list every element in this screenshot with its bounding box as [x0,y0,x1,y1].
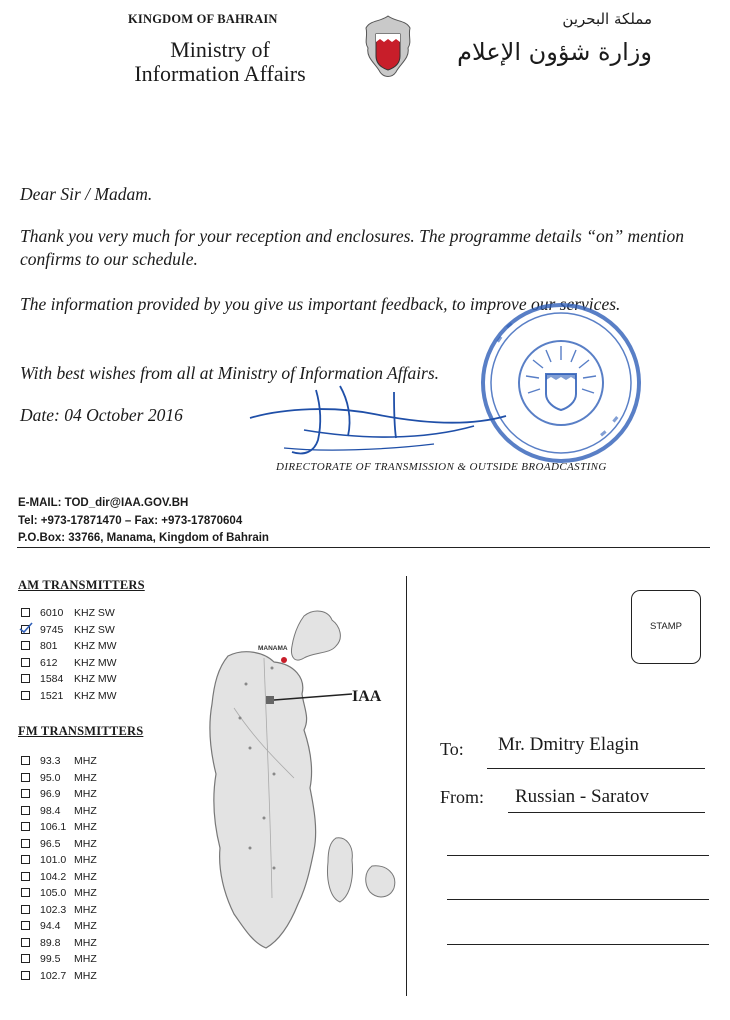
fm-item [21,838,97,850]
checkbox[interactable] [21,921,30,930]
frequency-unit: MHZ [74,953,97,965]
frequency-unit: MHZ [74,887,97,899]
fm-item [21,887,97,899]
fm-item [21,937,97,949]
checkbox[interactable] [21,938,30,947]
contact-tel: Tel: +973-17871470 – Fax: +973-17870604 [18,514,243,527]
bahrain-emblem-icon [362,12,414,84]
fm-item [21,953,97,965]
frequency-value: 1521 [40,690,64,702]
paragraph-1: Thank you very much for your reception and enclosures. The programme details “on” mention confirms to our schedule. [20,226,684,269]
frequency-value: 105.0 [40,887,67,899]
fm-item [21,920,97,932]
address-line-3 [447,944,709,945]
ministry-name [96,38,344,86]
checkbox[interactable] [21,674,30,683]
am-item [21,640,117,652]
ministry-line-2: Information Affairs [134,61,306,86]
checkbox[interactable] [21,905,30,914]
frequency-value: 96.5 [40,837,61,850]
frequency-value: 93.3 [40,755,61,767]
frequency-unit: KHZ MW [74,656,117,669]
fm-item [21,904,97,916]
frequency-value: 801 [40,640,58,653]
am-item [21,607,115,619]
bahrain-map-icon [154,598,404,998]
checkbox[interactable] [21,625,30,634]
address-line-1 [447,855,709,856]
divider-vertical [406,576,407,996]
am-title: AM TRANSMITTERS [18,578,145,592]
fm-item [21,772,97,784]
kingdom-title: KINGDOM OF BAHRAIN [128,12,278,26]
to-label: To: [440,739,464,759]
checkbox[interactable] [21,658,30,667]
frequency-unit: MHZ [74,870,97,883]
from-label: From: [440,787,485,807]
frequency-unit: KHZ MW [74,673,117,686]
letter-date: Date: 04 October 2016 [20,405,183,425]
frequency-unit: KHZ MW [74,640,117,653]
frequency-value: 104.2 [40,870,67,883]
paragraph-3: With best wishes from all at Ministry of Information Affairs. [20,363,440,383]
contact-block [18,495,269,548]
frequency-value: 89.8 [40,936,61,949]
contact-email: E-MAIL: TOD_dir@IAA.GOV.BH [18,497,189,509]
fm-title: FM TRANSMITTERS [18,724,144,738]
checkbox[interactable] [21,773,30,782]
am-item [21,690,117,702]
signature-icon [244,378,514,460]
frequency-value: 96.9 [40,788,61,800]
frequency-unit: KHZ MW [74,690,117,702]
checkbox[interactable] [21,806,30,815]
frequency-unit: KHZ SW [74,623,115,636]
arabic-ministry: وزارة شؤون الإعلام [457,38,652,66]
frequency-value: 99.5 [40,953,61,965]
checkbox[interactable] [21,839,30,848]
frequency-unit: MHZ [74,837,97,850]
frequency-unit: KHZ SW [74,607,115,619]
frequency-value: 101.0 [40,854,67,866]
frequency-unit: MHZ [74,936,97,949]
frequency-unit: MHZ [74,755,97,767]
frequency-value: 6010 [40,607,64,619]
to-line [487,768,705,769]
salutation: Dear Sir / Madam. [20,184,153,204]
fm-item [21,871,97,883]
frequency-value: 9745 [40,623,64,636]
am-item [21,673,117,685]
checkbox[interactable] [21,888,30,897]
frequency-unit: MHZ [74,920,97,932]
paragraph-2: The information provided by you give us important feedback, to improve our services. [20,294,621,314]
checkmark-icon [19,622,33,634]
frequency-unit: MHZ [74,804,97,817]
fm-item [21,755,97,767]
frequency-unit: MHZ [74,788,97,800]
stamp-box: STAMP [631,590,701,664]
frequency-unit: MHZ [74,821,97,833]
fm-item [21,970,97,982]
contact-pobox: P.O.Box: 33766, Manama, Kingdom of Bahrain [18,532,269,544]
checkbox[interactable] [21,789,30,798]
frequency-value: 102.7 [40,969,67,982]
arabic-kingdom: مملكة البحرين [562,10,652,28]
checkbox[interactable] [21,971,30,980]
checkbox[interactable] [21,872,30,881]
checkbox[interactable] [21,756,30,765]
frequency-value: 98.4 [40,804,61,817]
frequency-unit: MHZ [74,771,97,784]
fm-item [21,805,97,817]
checkbox[interactable] [21,608,30,617]
frequency-unit: MHZ [74,854,97,866]
directorate-name: DIRECTORATE OF TRANSMISSION & OUTSIDE BROADCASTING [276,461,607,473]
frequency-value: 612 [40,656,58,669]
fm-item [21,788,97,800]
frequency-value: 95.0 [40,771,61,784]
address-line-2 [447,899,709,900]
frequency-value: 94.4 [40,920,61,932]
from-value: Russian - Saratov [515,786,650,807]
frequency-value: 106.1 [40,821,67,833]
frequency-value: 1584 [40,673,64,686]
frequency-unit: MHZ [74,969,97,982]
checkbox[interactable] [21,691,30,700]
fm-item [21,854,97,866]
ministry-line-1: Ministry of [170,37,270,62]
from-line [508,812,705,813]
am-item [21,624,115,636]
arabic-header [432,10,652,66]
fm-item [21,821,97,833]
frequency-unit: MHZ [74,903,97,916]
to-value: Mr. Dmitry Elagin [498,734,639,755]
checkbox[interactable] [21,855,30,864]
am-item [21,657,117,669]
map-marker-label: IAA [352,688,382,705]
frequency-value: 102.3 [40,903,67,916]
map-city-label: MANAMA [258,645,288,652]
checkbox[interactable] [21,641,30,650]
checkbox[interactable] [21,954,30,963]
checkbox[interactable] [21,822,30,831]
divider-horizontal [17,547,710,548]
